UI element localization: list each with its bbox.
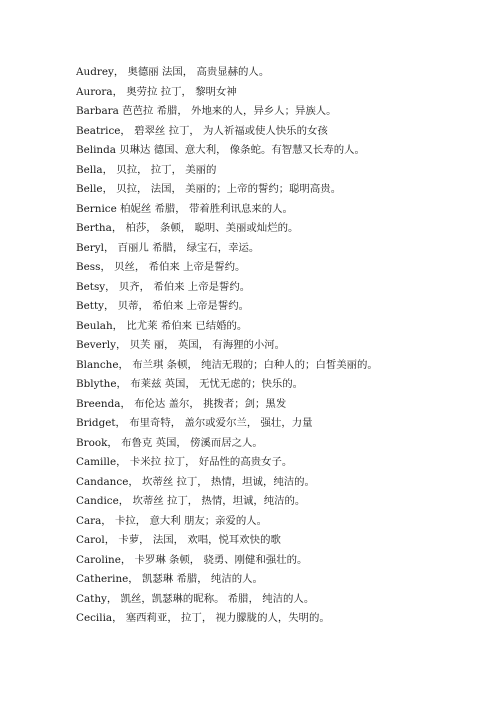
list-item: Cecilia， 塞西莉亚， 拉丁， 视力朦胧的人，失明的。 [76, 612, 330, 624]
list-item: Belinda 贝琳达 德国、意大利， 像条蛇。有智慧又长寿的人。 [76, 144, 365, 156]
list-item: Caroline， 卡罗琳 条顿， 骁勇、刚健和强壮的。 [76, 553, 308, 566]
list-item: Blanche， 布兰琪 条顿， 纯洁无瑕的；白种人的；白皙美丽的。 [76, 358, 378, 371]
list-item: Carol， 卡萝， 法国， 欢唱，悦耳欢快的歌 [76, 534, 281, 546]
list-item: Breenda， 布伦达 盖尔， 挑拨者；剑；黑发 [76, 397, 287, 410]
list-item: Candance， 坎蒂丝 拉丁， 热情，坦诚，纯洁的。 [76, 475, 315, 488]
list-item: Aurora， 奥劳拉 拉丁， 黎明女神 [76, 85, 237, 98]
list-item: Barbara 芭芭拉 希腊， 外地来的人，异乡人；异族人。 [76, 105, 337, 117]
list-item: Bertha， 柏莎， 条顿， 聪明、美丽或灿烂的。 [76, 222, 299, 234]
list-item: Bernice 柏妮丝 希腊， 带着胜利讯息来的人。 [76, 202, 293, 215]
list-item: Brook， 布鲁克 英国， 傍溪而居之人。 [76, 436, 263, 449]
list-item: Cara， 卡拉， 意大利 朋友；亲爱的人。 [76, 514, 268, 527]
list-item: Bella， 贝拉， 拉丁， 美丽的 [76, 163, 217, 176]
list-item: Beryl， 百丽儿 希腊， 绿宝石，幸运。 [76, 241, 260, 254]
list-item: Beverly， 贝芙 丽， 英国， 有海狸的小河。 [76, 339, 286, 351]
name-list [76, 63, 496, 629]
list-item: Beulah， 比尤莱 希伯来 已结婚的。 [76, 319, 248, 332]
list-item: Candice， 坎蒂丝 拉丁， 热情，坦诚，纯洁的。 [76, 495, 306, 507]
list-item: Catherine， 凯瑟琳 希腊， 纯洁的人。 [76, 573, 263, 585]
list-item: Beatrice， 碧翠丝 拉丁， 为人祈福或使人快乐的女孩 [76, 124, 328, 137]
list-item: Camille， 卡米拉 拉丁， 好品性的高贵女子。 [76, 456, 293, 468]
list-item: Bridget， 布里奇特， 盖尔或爱尔兰， 强壮，力量 [76, 417, 313, 429]
list-item: Betty， 贝蒂， 希伯来 上帝是誓约。 [76, 300, 249, 312]
list-item: Audrey， 奥德丽 法国， 高贵显赫的人。 [76, 66, 270, 78]
list-item: Bblythe， 布莱兹 英国， 无忧无虑的；快乐的。 [76, 378, 304, 390]
list-item: Betsy， 贝齐， 希伯来 上帝是誓约。 [76, 280, 251, 293]
list-item: Cathy， 凯丝，凯瑟琳的昵称。 希腊， 纯洁的人。 [76, 592, 315, 605]
list-item: Belle， 贝拉， 法国， 美丽的；上帝的誓约；聪明高贵。 [76, 183, 342, 195]
list-item: Bess， 贝丝， 希伯来 上帝是誓约。 [76, 261, 246, 273]
